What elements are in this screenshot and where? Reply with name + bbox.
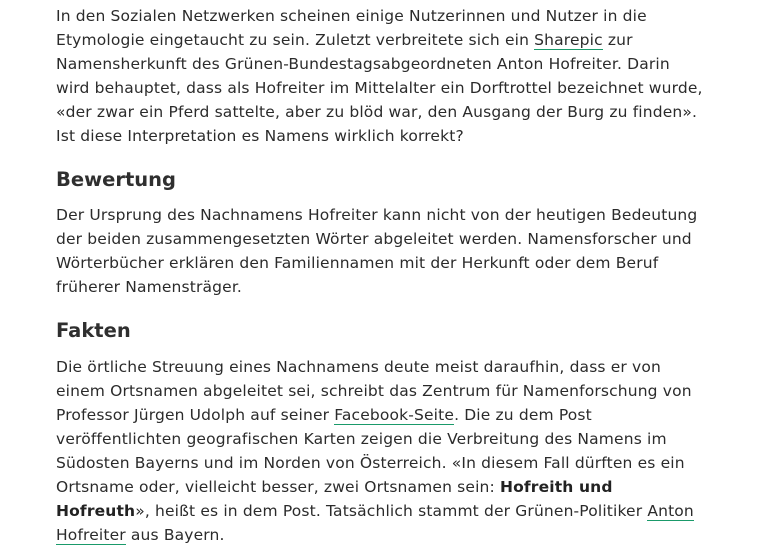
bewertung-paragraph: Der Ursprung des Nachnamens Hofreiter kann nicht von der heutigen Bedeutung der beiden zusammengesetzten Wörter abgeleitet werden. Namensforscher und Wörterbücher erklären den Familiennamen mit der Herkunft oder dem Beruf früherer Namensträger. [56,206,698,296]
facebook-page-link[interactable]: Facebook-Seite [334,406,455,424]
fakten-text-3: », heißt es in dem Post. Tatsächlich stammt der Grünen-Politiker [135,502,648,520]
intro-text-1: In den Sozialen Netzwerken scheinen einige Nutzerinnen und Nutzer in die Etymologie eingetaucht zu sein. Zuletzt verbreitete sich ein [56,7,647,49]
intro-text-2: zur Namensherkunft des Grünen-Bundestagsabgeordneten Anton Hofreiter. Darin wird behauptet, dass als Hofreiter im Mittelalter ein Dorftrottel bezeichnet wurde, «der zwar ein Pferd sattelte, aber zu blöd war, den Ausgang der Burg zu finden». Ist diese Interpretation es Namens wirklich korrekt? [56,31,703,145]
place-names-bold: Hofreith und Hofreuth [56,478,613,520]
fakten-paragraph [56,355,706,547]
fakten-text-2: . Die zu dem Post veröffentlichten geografischen Karten zeigen die Verbreitung des Namens im Südosten Bayerns und im Norden von Österreich. «In diesem Fall dürften es ein Ortsname oder, vielleicht besser, zwei Ortsnamen sein: [56,406,685,496]
heading-bewertung: Bewertung [56,168,176,191]
heading-fakten: Fakten [56,319,131,342]
sharepic-link[interactable]: Sharepic [534,31,603,49]
fakten-text-1: Die örtliche Streuung eines Nachnamens deute meist daraufhin, dass er von einem Ortsnamen abgeleitet sei, schreibt das Zentrum für Namenforschung von Professor Jürgen Udolph auf seiner [56,358,692,424]
intro-paragraph [56,4,706,148]
fakten-text-4: aus Bayern. [125,526,225,544]
anton-hofreiter-link[interactable]: Anton Hofreiter [56,502,694,544]
